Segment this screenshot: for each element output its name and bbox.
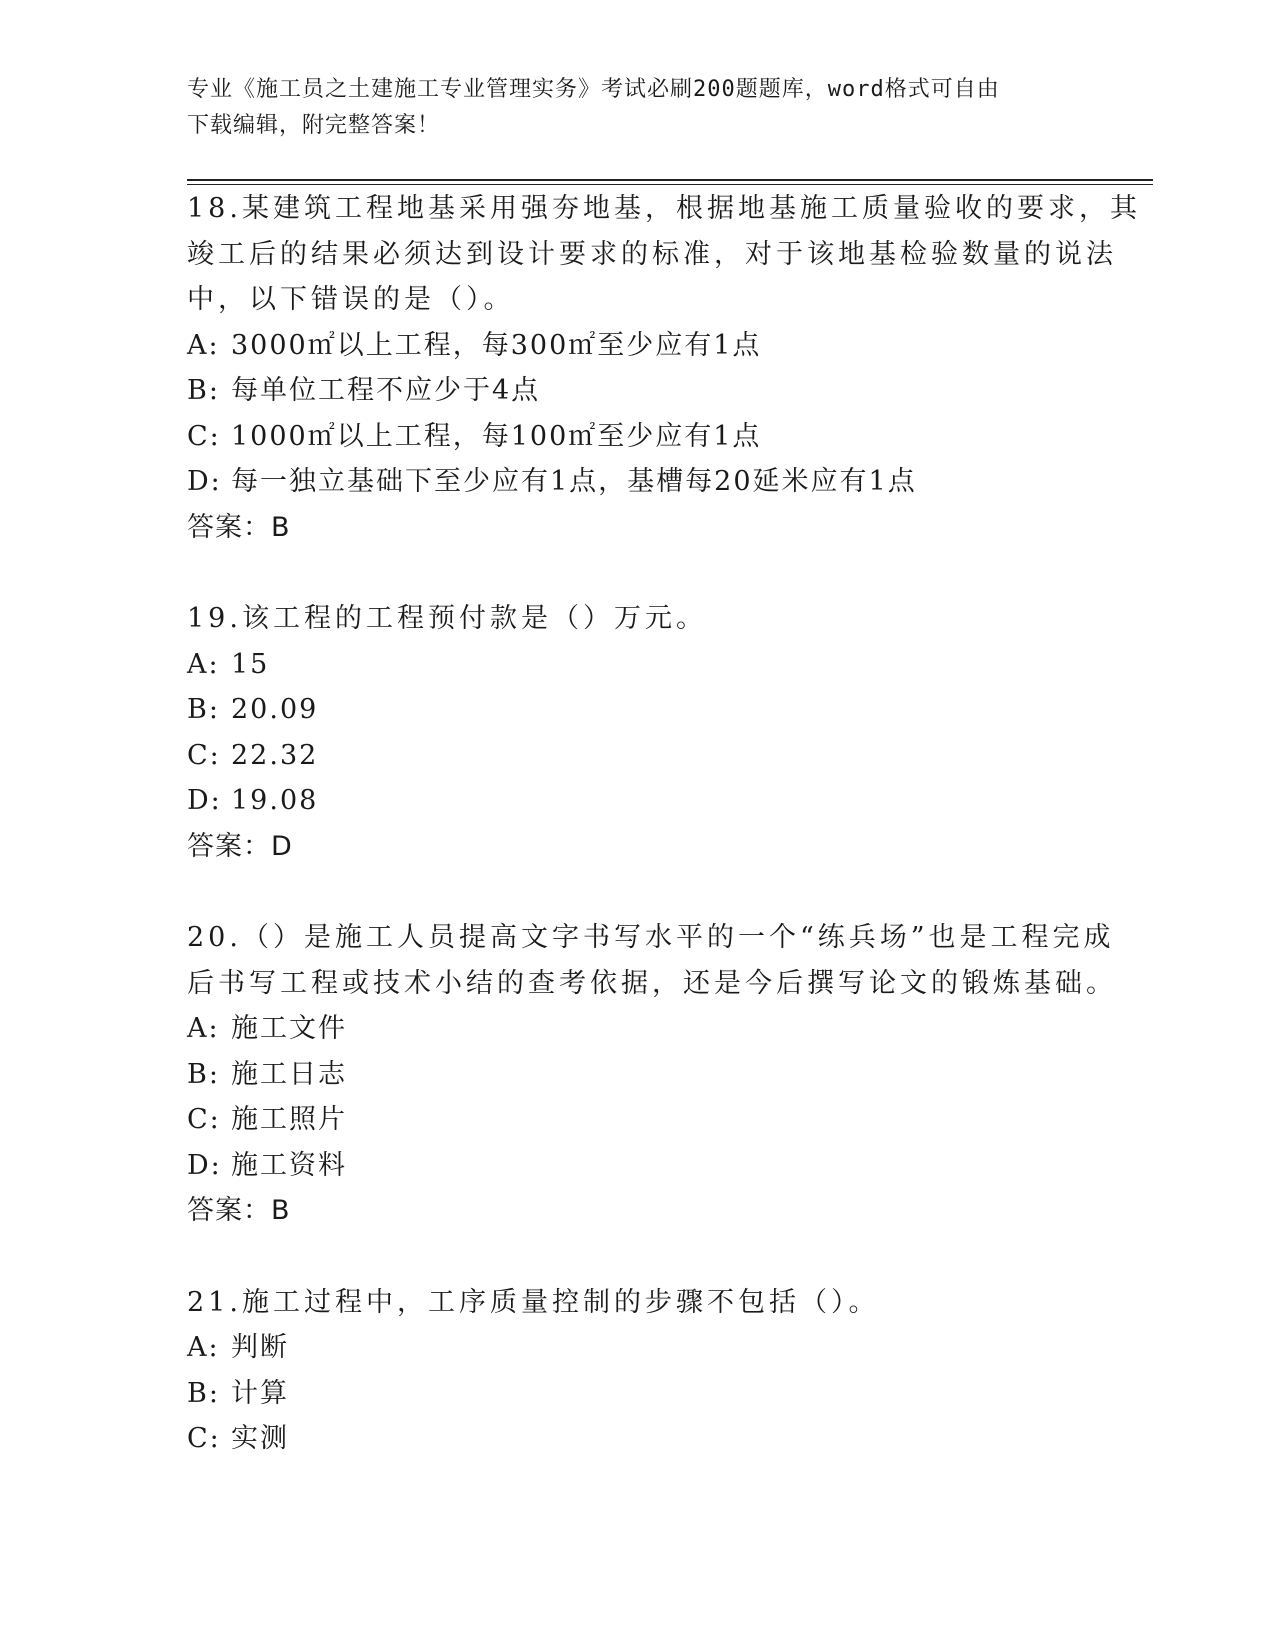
option-d xyxy=(187,1143,1087,1189)
option-a xyxy=(187,642,1087,688)
header-divider-thick xyxy=(187,179,1153,181)
header-divider-thin xyxy=(187,184,1153,185)
question-21 xyxy=(187,1280,1087,1462)
document-header xyxy=(187,72,1067,144)
question-stem-line: 20.（）是施工人员提高文字书写水平的一个“练兵场”也是工程完成 xyxy=(187,922,1115,953)
option-a xyxy=(187,1006,1087,1052)
spacer xyxy=(187,550,1087,596)
option-label: B: xyxy=(187,375,220,406)
spacer xyxy=(187,869,1087,915)
option-text: 施工日志 xyxy=(231,1058,347,1090)
option-text: 19.08 xyxy=(231,785,319,816)
option-c xyxy=(187,733,1087,779)
option-text: 每单位工程不应少于4点 xyxy=(231,375,541,406)
option-label: D: xyxy=(187,466,222,497)
header-line-1: 专业《施工员之土建施工专业管理实务》考试必刷200题题库，word格式可自由 xyxy=(187,77,1000,102)
option-label: C: xyxy=(187,1423,221,1454)
option-label: A: xyxy=(187,329,220,361)
option-c xyxy=(187,1097,1087,1143)
option-text: 施工资料 xyxy=(231,1149,347,1181)
option-text: 判断 xyxy=(231,1332,289,1363)
option-text: 计算 xyxy=(231,1377,289,1409)
option-text: 实测 xyxy=(231,1423,289,1454)
question-20 xyxy=(187,915,1117,1234)
option-text: 1000㎡以上工程，每100㎡至少应有1点 xyxy=(231,420,762,452)
option-text: 15 xyxy=(231,648,270,680)
option-text: 22.32 xyxy=(231,739,319,771)
option-label: B: xyxy=(187,1377,220,1409)
option-label: A: xyxy=(187,1013,220,1044)
option-label: C: xyxy=(187,739,221,771)
option-a xyxy=(187,323,1087,369)
header-line-2: 下载编辑，附完整答案！ xyxy=(187,113,441,138)
question-19 xyxy=(187,596,1087,869)
option-label: B: xyxy=(187,694,220,725)
spacer xyxy=(187,1234,1087,1280)
option-label: D: xyxy=(187,1149,222,1181)
option-label: C: xyxy=(187,420,221,452)
question-stem-line: 18.某建筑工程地基采用强夯地基，根据地基施工质量验收的要求，其 xyxy=(187,193,1141,224)
answer-line: 答案：B xyxy=(187,511,291,543)
option-b xyxy=(187,1371,1087,1417)
option-c xyxy=(187,414,1087,460)
option-label: D: xyxy=(187,785,222,816)
option-d xyxy=(187,459,1087,505)
option-text: 施工文件 xyxy=(231,1013,347,1044)
option-label: C: xyxy=(187,1104,221,1135)
option-b xyxy=(187,1052,1087,1098)
question-stem-line: 中，以下错误的是（）。 xyxy=(187,284,515,315)
option-label: A: xyxy=(187,1332,220,1363)
question-stem-line: 21.施工过程中，工序质量控制的步骤不包括（）。 xyxy=(187,1286,880,1318)
question-list xyxy=(187,186,1141,1462)
option-a xyxy=(187,1325,1087,1371)
option-text: 施工照片 xyxy=(231,1104,347,1135)
option-text: 每一独立基础下至少应有1点，基槽每20延米应有1点 xyxy=(231,466,917,497)
option-b xyxy=(187,368,1087,414)
answer-line: 答案：B xyxy=(187,1195,291,1226)
option-label: B: xyxy=(187,1058,220,1090)
option-label: A: xyxy=(187,648,220,680)
question-stem-line: 竣工后的结果必须达到设计要求的标准，对于该地基检验数量的说法 xyxy=(187,238,1117,270)
option-text: 20.09 xyxy=(231,694,319,725)
question-stem-line: 19.该工程的工程预付款是（）万元。 xyxy=(187,603,707,634)
option-c xyxy=(187,1416,1087,1462)
question-stem-line: 后书写工程或技术小结的查考依据，还是今后撰写论文的锻炼基础。 xyxy=(187,967,1117,999)
option-d xyxy=(187,778,1087,824)
question-18 xyxy=(187,186,1141,550)
answer-line: 答案：D xyxy=(187,830,293,862)
option-text: 3000㎡以上工程，每300㎡至少应有1点 xyxy=(231,329,762,361)
option-b xyxy=(187,687,1087,733)
